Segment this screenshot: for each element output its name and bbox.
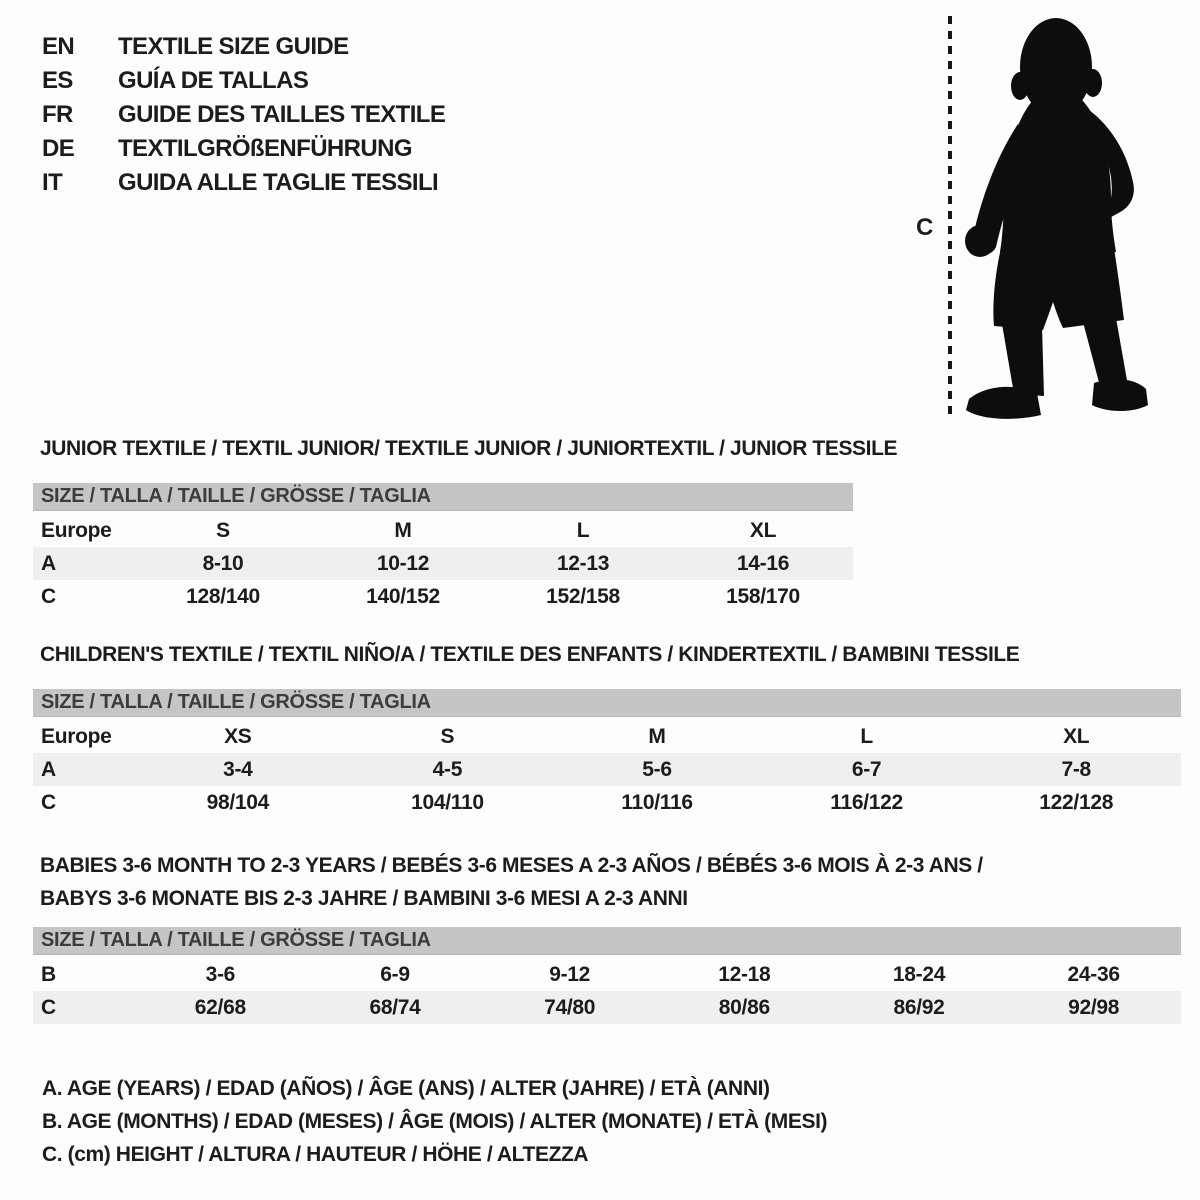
height-cell: 80/86 [718, 995, 770, 1019]
months-cell: 9-12 [549, 962, 591, 986]
height-cell: 158/170 [726, 584, 800, 608]
age-cell: 14-16 [736, 551, 790, 575]
children-section-title: CHILDREN'S TEXTILE / TEXTIL NIÑO/A / TEXTILE DES ENFANTS / KINDERTEXTIL / BAMBINI TESSILE [40, 643, 1020, 666]
height-cell: 122/128 [1039, 790, 1114, 814]
table-row-months [33, 958, 1181, 991]
lang-code: DE [42, 135, 75, 162]
height-dashed-line [948, 16, 952, 416]
height-cell: 110/116 [621, 790, 693, 814]
lang-row-en [42, 30, 445, 64]
table-row-age [33, 547, 853, 580]
table-row-europe [33, 720, 1181, 753]
children-size-table [33, 689, 1181, 819]
language-list [42, 30, 445, 200]
lang-row-it [42, 166, 445, 200]
table-row-height [33, 580, 853, 613]
height-cell: 152/158 [546, 584, 620, 608]
size-cell: XS [224, 724, 252, 748]
lang-row-fr [42, 98, 445, 132]
size-cell: XL [1063, 724, 1090, 748]
lang-title: TEXTILGRÖßENFÜHRUNG [118, 135, 412, 162]
row-label: C [41, 584, 56, 608]
age-cell: 7-8 [1061, 757, 1091, 781]
age-cell: 12-13 [556, 551, 610, 575]
junior-size-header-bar: SIZE / TALLA / TAILLE / GRÖSSE / TAGLIA [33, 483, 853, 511]
children-size-header-bar: SIZE / TALLA / TAILLE / GRÖSSE / TAGLIA [33, 689, 1181, 717]
lang-row-de [42, 132, 445, 166]
lang-code: IT [42, 169, 63, 196]
lang-title: GUIDA ALLE TAGLIE TESSILI [118, 169, 439, 196]
height-cell: 86/92 [893, 995, 945, 1019]
height-cell: 92/98 [1068, 995, 1120, 1019]
row-label: Europe [41, 724, 112, 748]
height-cell: 68/74 [369, 995, 421, 1019]
months-cell: 24-36 [1067, 962, 1120, 986]
age-cell: 8-10 [202, 551, 244, 575]
table-row-height [33, 786, 1181, 819]
age-cell: 6-7 [851, 757, 882, 781]
table-row-europe [33, 514, 853, 547]
size-cell: M [648, 724, 666, 748]
size-cell: XL [749, 518, 777, 542]
lang-code: EN [42, 33, 75, 60]
junior-section-title: JUNIOR TEXTILE / TEXTIL JUNIOR/ TEXTILE JUNIOR / JUNIORTEXTIL / JUNIOR TESSILE [40, 437, 898, 460]
age-cell: 10-12 [376, 551, 430, 575]
lang-title: TEXTILE SIZE GUIDE [118, 33, 349, 60]
legend-line-c: C. (cm) HEIGHT / ALTURA / HAUTEUR / HÖHE / ALTEZZA [42, 1143, 589, 1166]
height-cell: 98/104 [206, 790, 270, 814]
row-label: C [41, 790, 56, 814]
lang-title: GUÍA DE TALLAS [118, 67, 309, 94]
size-cell: L [860, 724, 873, 748]
lang-code: FR [42, 101, 73, 128]
row-label: A [41, 551, 56, 575]
legend-line-b: B. AGE (MONTHS) / EDAD (MESES) / ÂGE (MOIS) / ALTER (MONATE) / ETÀ (MESI) [42, 1110, 828, 1133]
age-cell: 3-4 [223, 757, 253, 781]
babies-size-table [33, 927, 1181, 1024]
lang-title: GUIDE DES TAILLES TEXTILE [118, 101, 446, 128]
babies-section-title [40, 849, 983, 915]
age-cell: 5-6 [642, 757, 672, 781]
junior-size-table [33, 483, 853, 613]
height-label-c: C [916, 214, 934, 241]
height-cell: 128/140 [186, 584, 260, 608]
legend [42, 1072, 827, 1171]
babies-title-line1: BABIES 3-6 MONTH TO 2-3 YEARS / BEBÉS 3-6 MESES A 2-3 AÑOS / BÉBÉS 3-6 MOIS À 2-3 ANS / [40, 854, 983, 877]
height-cell: 104/110 [411, 790, 484, 814]
size-cell: L [576, 518, 590, 542]
size-cell: S [440, 724, 455, 748]
height-cell: 140/152 [366, 584, 440, 608]
size-cell: S [216, 518, 230, 542]
height-cell: 74/80 [544, 995, 596, 1019]
legend-line-a: A. AGE (YEARS) / EDAD (AÑOS) / ÂGE (ANS) / ALTER (JAHRE) / ETÀ (ANNI) [42, 1077, 770, 1100]
age-cell: 4-5 [432, 757, 463, 781]
row-label: Europe [41, 518, 112, 542]
months-cell: 6-9 [380, 962, 410, 986]
months-cell: 3-6 [205, 962, 236, 986]
babies-size-header-bar: SIZE / TALLA / TAILLE / GRÖSSE / TAGLIA [33, 927, 1181, 955]
babies-title-line2: BABYS 3-6 MONATE BIS 2-3 JAHRE / BAMBINI 3-6 MESI A 2-3 ANNI [40, 887, 688, 910]
table-row-height [33, 991, 1181, 1024]
months-cell: 12-18 [718, 962, 771, 986]
row-label: C [41, 995, 56, 1019]
months-cell: 18-24 [892, 962, 946, 986]
table-row-age [33, 753, 1181, 786]
baby-silhouette-icon [955, 12, 1150, 422]
height-cell: 116/122 [830, 790, 903, 814]
height-cell: 62/68 [194, 995, 246, 1019]
row-label: A [41, 757, 56, 781]
row-label: B [41, 962, 56, 986]
size-cell: M [394, 518, 412, 542]
lang-code: ES [42, 67, 73, 94]
lang-row-es [42, 64, 445, 98]
